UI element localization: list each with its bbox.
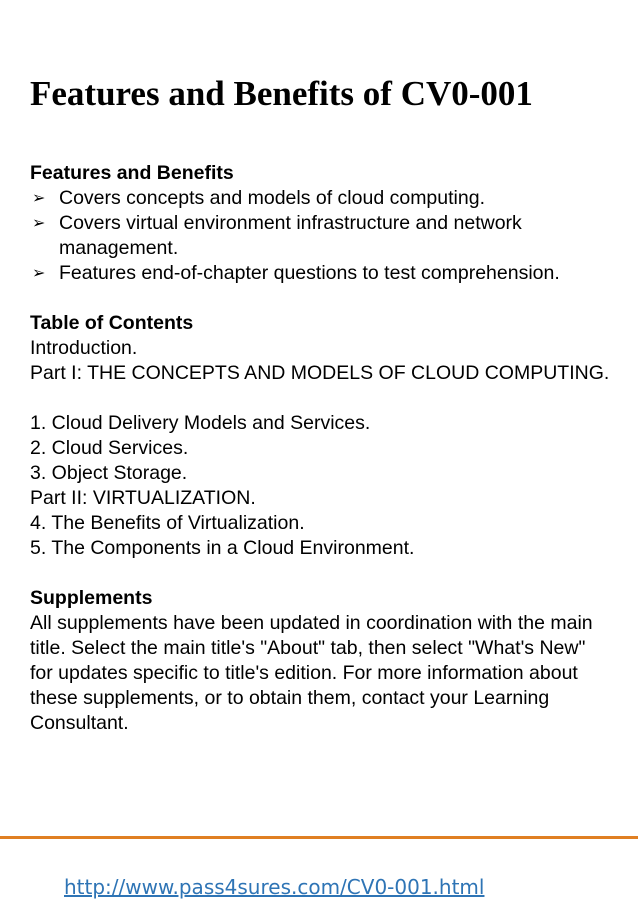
toc-line: Part II: VIRTUALIZATION. (30, 487, 256, 509)
arrow-bullet-icon: ➢ (32, 265, 46, 282)
toc-line: 1. Cloud Delivery Models and Services. (30, 412, 371, 434)
toc-line: 4. The Benefits of Virtualization. (30, 512, 305, 534)
spacer (30, 286, 610, 311)
arrow-bullet-icon: ➢ (32, 215, 46, 232)
features-heading: Features and Benefits (30, 162, 234, 184)
main-content (30, 161, 610, 736)
page-title: Features and Benefits of CV0-001 (30, 74, 533, 113)
supplements-heading: Supplements (30, 587, 153, 609)
features-item (30, 211, 610, 261)
toc-list (30, 336, 610, 561)
features-item (30, 261, 610, 286)
footer-divider (0, 836, 638, 839)
features-item-text: Features end-of-chapter questions to test comprehension. (59, 262, 560, 284)
toc-heading: Table of Contents (30, 312, 194, 334)
toc-line: Part I: THE CONCEPTS AND MODELS OF CLOUD COMPUTING. (30, 362, 610, 384)
footer-url-link[interactable]: http://www.pass4sures.com/CV0-001.html (64, 875, 485, 899)
spacer (30, 561, 610, 586)
features-item-text: Covers concepts and models of cloud computing. (59, 187, 485, 209)
toc-line: 5. The Components in a Cloud Environment. (30, 537, 415, 559)
toc-line: 3. Object Storage. (30, 462, 188, 484)
features-item-text: Covers virtual environment infrastructure and network management. (59, 212, 522, 259)
features-item (30, 186, 610, 211)
spacer (30, 386, 610, 411)
features-list (30, 186, 610, 286)
arrow-bullet-icon: ➢ (32, 190, 46, 207)
toc-line: 2. Cloud Services. (30, 437, 189, 459)
toc-line: Introduction. (30, 337, 138, 359)
supplements-text: All supplements have been updated in coordination with the main title. Select the main title's "About" tab, then select "What's New" for updates specific to title's edition. For more information about these supplements, or to obtain them, contact your Learning Consultant. (30, 612, 593, 734)
